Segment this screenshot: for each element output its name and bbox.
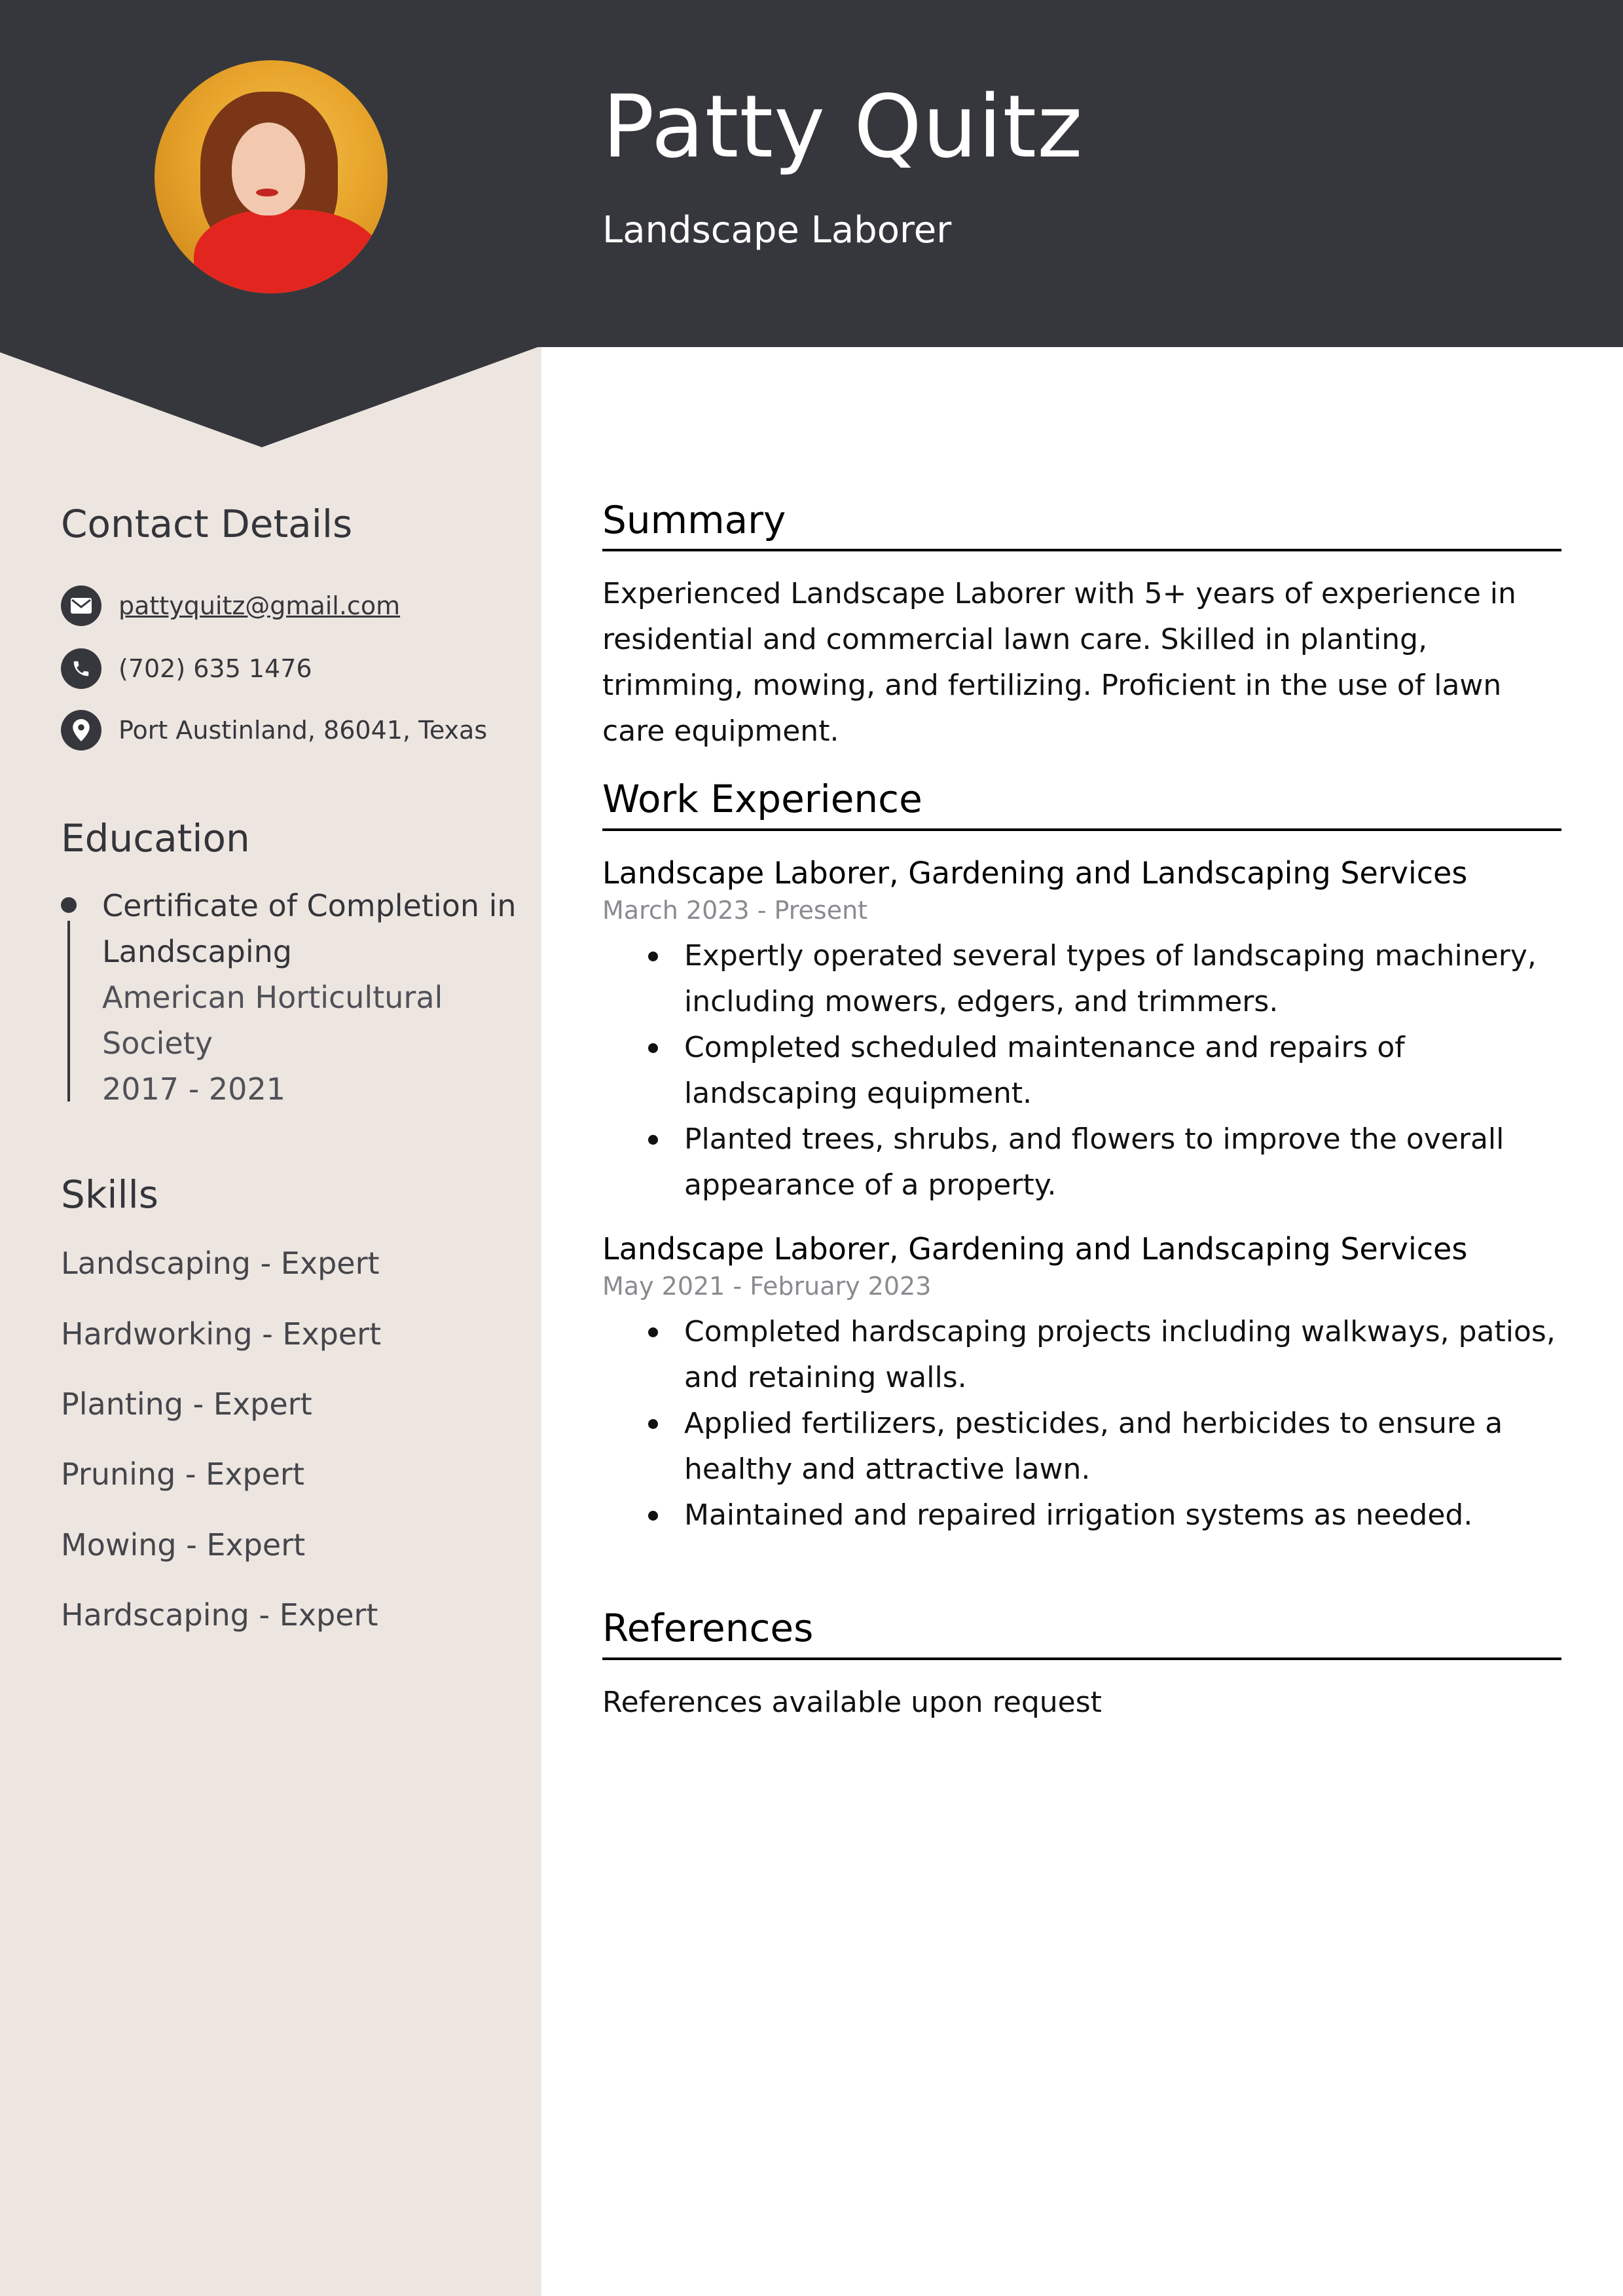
contact-phone [61,648,312,690]
education-heading: Education [61,816,250,861]
job-dates: May 2021 - February 2023 [602,1272,932,1301]
summary-heading: Summary [602,498,786,542]
references-text: References available upon request [602,1686,1102,1719]
work-experience-divider [602,828,1561,831]
timeline-line [67,921,70,1102]
contact-heading: Contact Details [61,502,353,546]
list-item: Applied fertilizers, pesticides, and herbicides to ensure a healthy and attractive lawn. [602,1401,1561,1492]
education-years: 2017 - 2021 [102,1071,285,1107]
list-item: Expertly operated several types of landscaping machinery, including mowers, edgers, and trimmers. [602,933,1561,1025]
skill-item: Planting - Expert [61,1386,312,1422]
contact-email[interactable] [61,585,400,627]
skills-heading: Skills [61,1172,158,1217]
header-chevron [0,346,541,447]
summary-text: Experienced Landscape Laborer with 5+ years of experience in residential and commercial lawn care. Skilled in planting, trimming, mowing, and fertilizing. Proficient in the use of lawn care equipment. [602,577,1516,748]
skill-item: Mowing - Expert [61,1527,306,1563]
timeline-dot [61,897,77,913]
education-degree: Certificate of Completion in Landscaping [102,888,517,969]
candidate-job-title: Landscape Laborer [602,209,952,251]
summary-divider [602,549,1561,551]
education-school: American Horticultural Society [102,980,443,1061]
job-title: Landscape Laborer, Gardening and Landscaping Services [602,855,1468,891]
contact-location [61,709,487,751]
skill-item: Landscaping - Expert [61,1246,380,1281]
skill-item: Pruning - Expert [61,1456,304,1492]
phone-icon [61,648,101,689]
location-text: Port Austinland, 86041, Texas [119,716,488,745]
skill-item: Hardscaping - Expert [61,1597,378,1633]
job-dates: March 2023 - Present [602,896,868,925]
references-heading: References [602,1606,814,1650]
location-pin-icon [61,710,101,750]
education-entry [61,883,519,1107]
email-link[interactable]: pattyquitz@gmail.com [119,591,401,620]
job-bullets [602,1309,1561,1538]
envelope-icon [61,585,101,626]
list-item: Completed hardscaping projects including walkways, patios, and retaining walls. [602,1309,1561,1401]
candidate-name: Patty Quitz [602,77,1084,177]
references-divider [602,1657,1561,1660]
list-item: Planted trees, shrubs, and flowers to improve the overall appearance of a property. [602,1117,1561,1208]
work-experience-heading: Work Experience [602,777,922,821]
phone-number: (702) 635 1476 [119,654,312,683]
job-bullets [602,933,1561,1208]
skill-item: Hardworking - Expert [61,1316,382,1352]
list-item: Completed scheduled maintenance and repairs of landscaping equipment. [602,1025,1561,1117]
profile-photo [155,60,388,293]
list-item: Maintained and repaired irrigation systems as needed. [602,1492,1561,1538]
job-title: Landscape Laborer, Gardening and Landscaping Services [602,1231,1468,1267]
